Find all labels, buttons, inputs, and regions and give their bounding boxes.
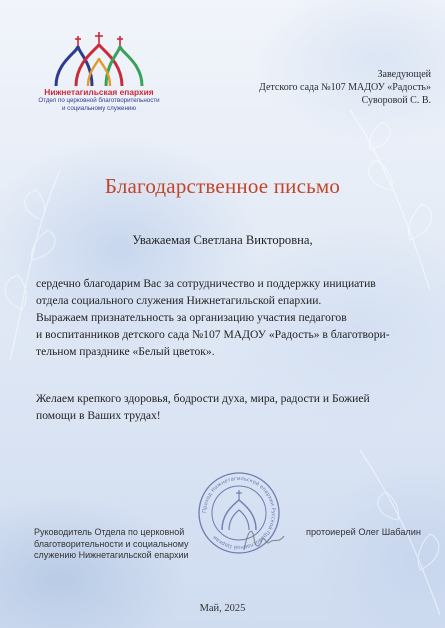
addressee-line: Суворовой С. В. xyxy=(361,95,431,106)
signatory-name: протоиерей Олег Шабалин xyxy=(305,527,421,537)
leaf-ornament-bottom-icon xyxy=(350,420,445,620)
addressee-line: Детского сада №107 МАДОУ «Радость» xyxy=(259,82,431,93)
signatory-position-line: служению Нижнетагильской епархии xyxy=(34,550,189,560)
church-domes-icon xyxy=(48,32,148,88)
addressee-block xyxy=(259,68,431,107)
body-line: Выражаем признательность за организацию участия педагогов xyxy=(36,311,347,324)
wishes-line: помощи в Ваших трудах! xyxy=(36,409,161,422)
signatory-position xyxy=(34,527,189,562)
greeting: Уважаемая Светлана Викторовна, xyxy=(132,233,313,247)
wishes-line: Желаем крепкого здоровья, бодрости духа, мира, радости и Божией xyxy=(36,392,370,405)
body-line: и воспитанников детского сада №107 МАДОУ «Радость» в благотвори- xyxy=(36,328,390,341)
logo-subtitle: Отдел по церковной благотворительности и социальному служению xyxy=(38,97,160,112)
signatory-position-line: Руководитель Отдела по церковной xyxy=(34,527,185,537)
stamp-text: Приход Нижнетагильской епархии Русской Православной Церкви xyxy=(201,475,277,551)
addressee-line: Заведующей xyxy=(377,69,431,80)
letter-title: Благодарственное письмо xyxy=(104,174,341,198)
signatory-position-line: благотворительности и социальному xyxy=(34,538,189,549)
handwritten-signature-icon xyxy=(238,520,288,560)
body-line: тельном празднике «Белый цветок». xyxy=(36,345,215,358)
body-line: отдела социального служения Нижнетагильской епархии. xyxy=(36,294,322,307)
body-line: сердечно благодарим Вас за сотрудничество и поддержку инициатив xyxy=(36,277,376,290)
leaf-ornament-right-icon xyxy=(330,100,440,300)
letter-date: Май, 2025 xyxy=(199,603,246,614)
letter-body xyxy=(36,275,416,360)
logo-title: Нижнетагильская епархия xyxy=(44,87,154,97)
letter-wishes xyxy=(36,390,416,424)
